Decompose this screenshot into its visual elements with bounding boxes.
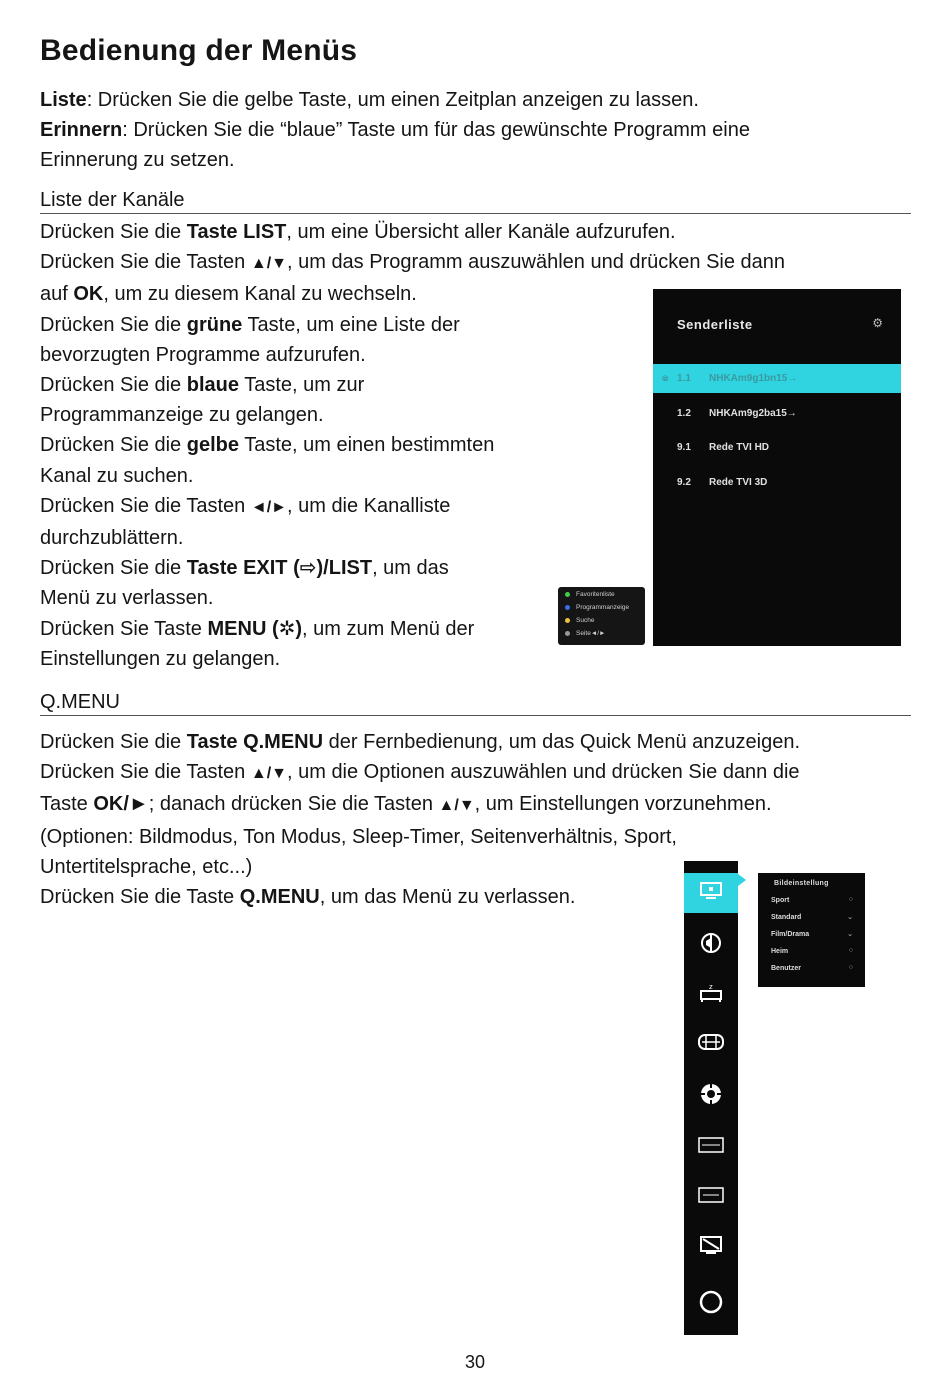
text-span: , um das Menü zu verlassen.: [319, 886, 576, 909]
intro-line-erinnern: [40, 115, 750, 145]
text-line: [40, 789, 800, 821]
channel-number: 9.1: [677, 442, 691, 453]
power-icon[interactable]: [684, 1289, 738, 1320]
sport-icon[interactable]: [684, 1082, 738, 1111]
page-button-icon: [565, 631, 570, 636]
radio-icon: ○: [848, 896, 853, 903]
arrow-keys-icon: ▲/▼: [250, 765, 287, 783]
text-span: Taste, um eine Liste der: [242, 313, 460, 336]
text-span: Drücken Sie die: [40, 557, 187, 580]
text-line: Kanal zu suchen.: [40, 464, 194, 487]
text-span: Drücken Sie die Tasten: [40, 494, 251, 517]
bold-span: Taste LIST: [186, 221, 287, 243]
legend-label: Suche: [576, 617, 595, 624]
erinnern-text: : Drücken Sie die “blaue” Taste um für das gewünschte Programm eine: [122, 119, 750, 142]
intro-paragraph: [40, 85, 750, 176]
legend-item-page: [565, 630, 606, 637]
text-span: Drücken Sie die: [40, 374, 187, 397]
text-line: [40, 217, 785, 247]
option-label: Standard: [771, 914, 802, 921]
legend-item-guide: [565, 604, 629, 611]
option-label: Benutzer: [771, 965, 801, 972]
text-line: (Optionen: Bildmodus, Ton Modus, Sleep-Timer, Seitenverhältnis, Sport,: [40, 825, 677, 848]
check-icon: ⌄: [847, 931, 853, 938]
check-icon: ⌄: [847, 914, 853, 921]
text-span: , um zu diesem Kanal zu wechseln.: [103, 283, 417, 306]
bold-span: Taste Q.MENU: [186, 731, 324, 753]
text-span: Taste, um zur: [239, 374, 365, 397]
bold-span: Taste EXIT (: [186, 557, 300, 580]
bold-span: MENU (: [207, 617, 279, 640]
channel-name: NHKAm9g1bn15→: [709, 373, 798, 384]
text-line: Einstellungen zu gelangen.: [40, 647, 281, 670]
option-item[interactable]: [771, 931, 853, 938]
text-span: Drücken Sie die Tasten: [40, 761, 251, 784]
text-span: , um eine Übersicht aller Kanäle aufzurufen.: [286, 221, 676, 243]
page-title: Bedienung der Menüs: [40, 34, 358, 67]
picture-mode-panel: [758, 873, 865, 987]
liste-label: Liste: [40, 89, 87, 111]
aspect-ratio-icon[interactable]: [684, 1032, 738, 1057]
bold-span: OK/►: [93, 793, 149, 816]
text-line: [40, 757, 800, 789]
legend-label: Seite◄/►: [576, 630, 606, 637]
text-span: , um die Kanalliste: [286, 494, 451, 517]
legend-label: Programmanzeige: [576, 604, 630, 611]
channel-list-screenshot: [653, 289, 901, 646]
sound-mode-icon[interactable]: [684, 931, 738, 960]
picture-off-icon[interactable]: [684, 1235, 738, 1260]
text-span: ; danach drücken Sie die Tasten: [148, 793, 439, 816]
channel-name: NHKAm9g2ba15→: [709, 408, 797, 419]
legend-label: Favoritenliste: [576, 591, 615, 598]
option-item[interactable]: [771, 914, 853, 921]
text-line: [40, 727, 800, 757]
text-span: , um Einstellungen vorzunehmen.: [474, 793, 772, 816]
text-span: der Fernbedienung, um das Quick Menü anzuzeigen.: [323, 731, 801, 753]
section-heading-channels: Liste der Kanäle: [40, 189, 911, 214]
text-line: Menü zu verlassen.: [40, 587, 214, 610]
radio-icon: ○: [848, 947, 853, 954]
text-span: Drücken Sie die: [40, 313, 187, 336]
liste-text: : Drücken Sie die gelbe Taste, um einen Zeitplan anzeigen zu lassen.: [86, 89, 699, 111]
text-line: bevorzugten Programme aufzurufen.: [40, 343, 366, 366]
channel-row[interactable]: [653, 364, 901, 393]
text-line: [40, 247, 785, 279]
blue-dot-icon: [565, 605, 570, 610]
color-key-legend: [558, 587, 645, 645]
channel-name: Rede TVI 3D: [709, 477, 768, 488]
audio-language-icon[interactable]: [684, 1185, 738, 1209]
sleep-timer-icon[interactable]: [684, 981, 738, 1008]
intro-line-liste: [40, 85, 750, 115]
gear-icon: ⚙: [872, 316, 883, 330]
left-right-keys-icon: ◄/►: [250, 498, 287, 516]
channel-name: Rede TVI HD: [709, 442, 770, 453]
erinnern-label: Erinnern: [40, 119, 123, 142]
bold-span: grüne: [186, 313, 243, 336]
option-item[interactable]: [771, 965, 853, 972]
subtitle-icon[interactable]: [684, 1135, 738, 1159]
text-span: Taste: [40, 793, 94, 816]
text-span: auf: [40, 283, 74, 306]
channel-number: 1.2: [677, 408, 691, 419]
channel-list-title: Senderliste: [677, 317, 753, 332]
channel-number: 1.1: [677, 373, 691, 384]
arrow-keys-icon: ▲/▼: [250, 255, 287, 273]
section-heading-qmenu: Q.MENU: [40, 691, 911, 716]
panel-title: Bildeinstellung: [774, 880, 829, 887]
dots-icon: ⦾: [662, 374, 669, 383]
text-span: , um zum Menü der: [302, 617, 475, 640]
option-item[interactable]: [771, 948, 853, 955]
legend-item-favorites: [565, 591, 615, 598]
text-span: Drücken Sie Taste: [40, 617, 208, 640]
legend-item-search: [565, 617, 594, 624]
settings-gear-icon: ✲: [278, 617, 296, 640]
bold-span: OK: [73, 283, 104, 306]
bold-span: gelbe: [186, 434, 239, 457]
text-span: Taste, um einen bestimmten: [239, 434, 495, 457]
yellow-dot-icon: [565, 618, 570, 623]
green-dot-icon: [565, 592, 570, 597]
exit-icon: ⇨: [299, 557, 317, 580]
bold-span: blaue: [186, 374, 239, 397]
channel-row[interactable]: [653, 468, 901, 497]
text-span: Drücken Sie die: [40, 221, 187, 243]
option-label: Heim: [771, 948, 789, 955]
text-line: durchzublättern.: [40, 527, 184, 550]
bold-span: )/LIST: [316, 557, 373, 580]
channel-row[interactable]: [653, 399, 901, 428]
bold-span: ): [295, 617, 303, 640]
text-span: Drücken Sie die: [40, 731, 187, 753]
option-label: Sport: [771, 897, 790, 904]
channel-number: 9.2: [677, 477, 691, 488]
channel-row[interactable]: [653, 433, 901, 462]
text-span: , um das Programm auszuwählen und drücken Sie dann: [286, 251, 786, 274]
text-span: Drücken Sie die: [40, 434, 187, 457]
selection-pointer-icon: [738, 874, 746, 886]
picture-mode-icon[interactable]: [684, 881, 738, 905]
radio-icon: ○: [848, 964, 853, 971]
text-line: Untertitelsprache, etc...): [40, 855, 253, 878]
text-span: Drücken Sie die Taste: [40, 886, 240, 909]
svg-text:z: z: [709, 983, 713, 991]
text-span: Drücken Sie die Tasten: [40, 251, 251, 274]
option-label: Film/Drama: [771, 931, 810, 938]
bold-span: Q.MENU: [239, 886, 320, 909]
option-item[interactable]: [771, 897, 853, 904]
text-span: , um das: [372, 557, 449, 580]
text-line: Programmanzeige zu gelangen.: [40, 404, 324, 427]
text-span: , um die Optionen auszuwählen und drücken Sie dann die: [286, 761, 800, 784]
page-number: 30: [464, 1352, 486, 1372]
arrow-keys-icon: ▲/▼: [438, 797, 475, 815]
intro-line-erinnern-cont: Erinnerung zu setzen.: [40, 149, 235, 172]
